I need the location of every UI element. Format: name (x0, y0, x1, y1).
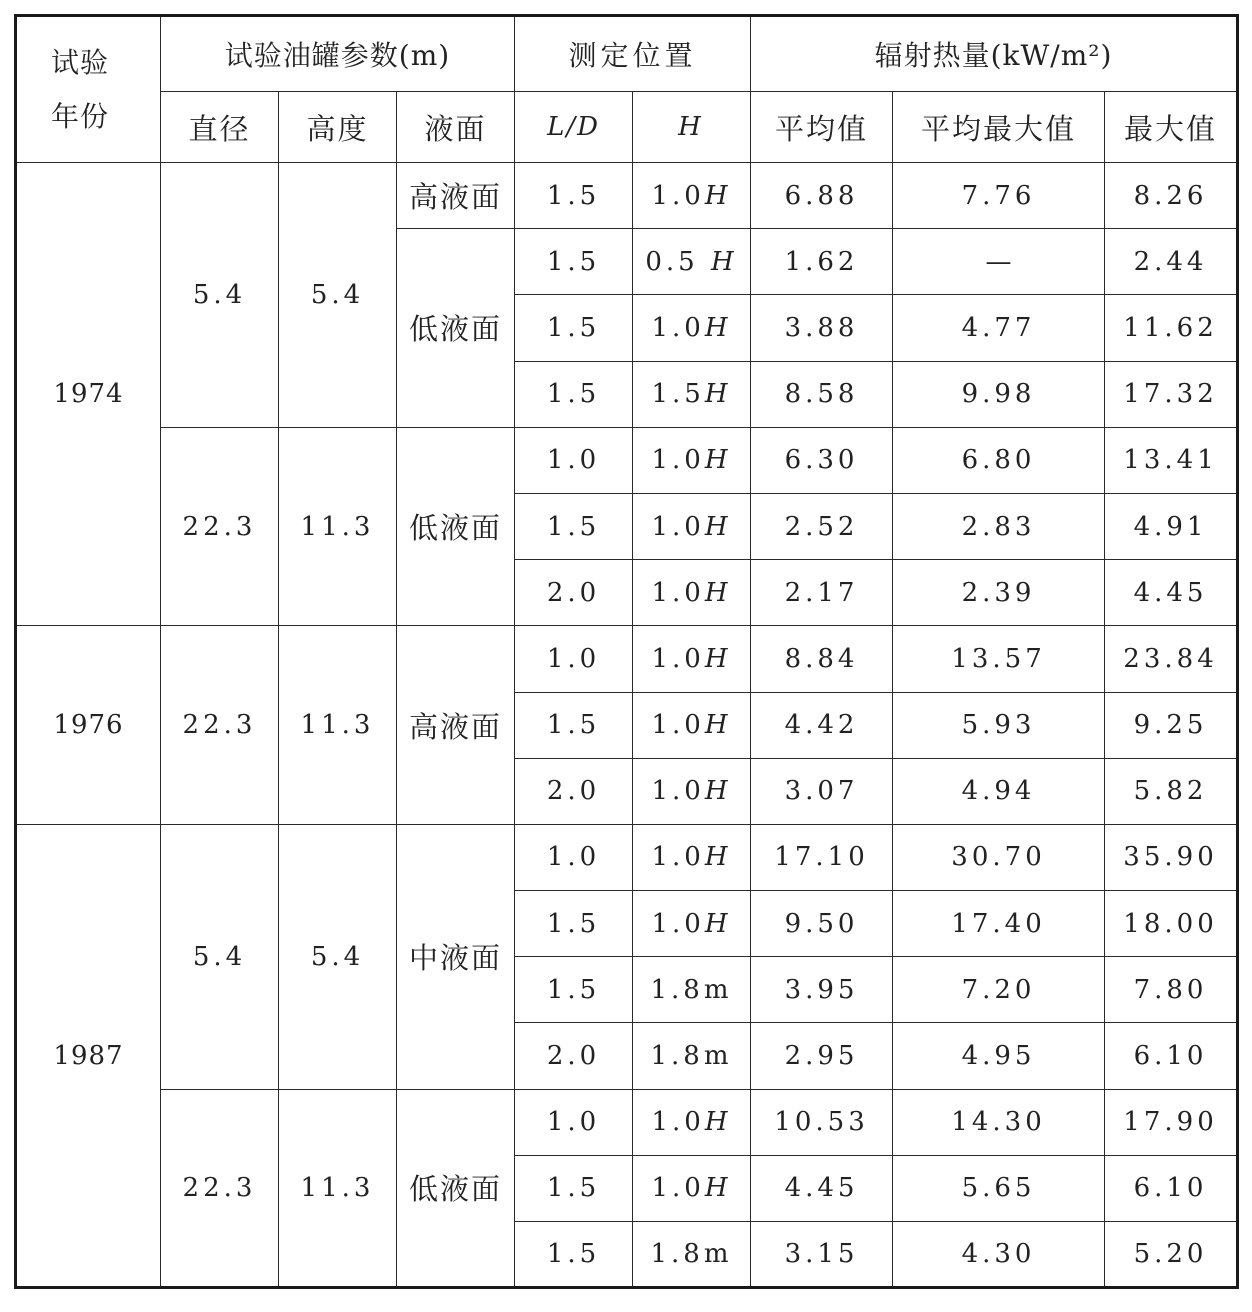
cell-height: 5.4 (279, 163, 397, 428)
header-avg: 平均值 (751, 92, 893, 163)
cell-avg: 6.30 (751, 427, 893, 493)
header-position: 测定位置 (515, 16, 751, 92)
cell-h-number: 1.0 (651, 180, 705, 211)
cell-h (633, 626, 751, 692)
cell-h: 1.8m (633, 1222, 751, 1288)
cell-max: 5.20 (1105, 1222, 1238, 1288)
cell-height: 11.3 (279, 427, 397, 626)
cell-avg: 10.53 (751, 1089, 893, 1155)
cell-ld: 1.5 (515, 1155, 633, 1221)
cell-h (633, 560, 751, 626)
cell-max: 35.90 (1105, 824, 1238, 890)
header-h: H (633, 92, 751, 163)
cell-avg: 2.95 (751, 1023, 893, 1089)
cell-ld: 2.0 (515, 1023, 633, 1089)
header-max: 最大值 (1105, 92, 1238, 163)
table-row (16, 163, 1238, 229)
cell-avg-max: 2.83 (893, 493, 1105, 559)
cell-h (633, 427, 751, 493)
radiation-data-table (14, 14, 1239, 1289)
header-ld: L/D (515, 92, 633, 163)
cell-avg-max: 7.20 (893, 957, 1105, 1023)
cell-h (633, 1155, 751, 1221)
cell-h-number: 1.0 (651, 445, 705, 476)
header-year: 试验 年份 (16, 16, 161, 163)
cell-avg-max: 13.57 (893, 626, 1105, 692)
cell-avg-max: 4.94 (893, 758, 1105, 824)
cell-avg-max: 30.70 (893, 824, 1105, 890)
cell-max: 17.32 (1105, 361, 1238, 427)
table-row (16, 626, 1238, 692)
cell-max: 8.26 (1105, 163, 1238, 229)
cell-ld: 1.0 (515, 626, 633, 692)
cell-h-symbol: H (704, 379, 732, 410)
cell-avg: 3.95 (751, 957, 893, 1023)
cell-ld: 1.5 (515, 1222, 633, 1288)
header-row-2 (16, 92, 1238, 163)
cell-avg-max: 7.76 (893, 163, 1105, 229)
cell-diameter: 5.4 (161, 163, 279, 428)
cell-max: 17.90 (1105, 1089, 1238, 1155)
cell-h-number: 1.0 (651, 577, 705, 608)
cell-ld: 1.5 (515, 295, 633, 361)
cell-avg: 1.62 (751, 229, 893, 295)
cell-avg-max: — (893, 229, 1105, 295)
cell-liquid: 中液面 (397, 824, 515, 1089)
cell-h (633, 229, 751, 295)
cell-diameter: 22.3 (161, 626, 279, 825)
header-row-1 (16, 16, 1238, 92)
cell-max: 2.44 (1105, 229, 1238, 295)
cell-h (633, 493, 751, 559)
cell-height: 11.3 (279, 1089, 397, 1288)
header-radiation: 辐射热量(kW/m²) (751, 16, 1238, 92)
cell-ld: 1.0 (515, 427, 633, 493)
cell-ld: 2.0 (515, 560, 633, 626)
cell-h (633, 824, 751, 890)
cell-h (633, 361, 751, 427)
header-avg-max: 平均最大值 (893, 92, 1105, 163)
cell-ld: 1.0 (515, 1089, 633, 1155)
cell-h: 1.8m (633, 1023, 751, 1089)
cell-avg-max: 5.65 (893, 1155, 1105, 1221)
cell-avg-max: 17.40 (893, 891, 1105, 957)
cell-avg: 3.15 (751, 1222, 893, 1288)
cell-h (633, 692, 751, 758)
cell-liquid: 高液面 (397, 626, 515, 825)
cell-ld: 1.5 (515, 891, 633, 957)
cell-avg: 8.84 (751, 626, 893, 692)
cell-ld: 2.0 (515, 758, 633, 824)
cell-h-symbol: H (704, 312, 732, 343)
cell-h-symbol: H (704, 577, 732, 608)
cell-max: 6.10 (1105, 1023, 1238, 1089)
cell-year: 1987 (16, 824, 161, 1287)
cell-h (633, 163, 751, 229)
cell-max: 5.82 (1105, 758, 1238, 824)
cell-h-symbol: H (704, 445, 732, 476)
header-liquid: 液面 (397, 92, 515, 163)
cell-avg-max: 4.77 (893, 295, 1105, 361)
cell-avg: 4.45 (751, 1155, 893, 1221)
cell-h-symbol: H (704, 842, 732, 873)
cell-ld: 1.0 (515, 824, 633, 890)
cell-avg: 4.42 (751, 692, 893, 758)
cell-h-number: 1.0 (651, 1107, 705, 1138)
cell-h-number: 1.0 (651, 908, 705, 939)
cell-year: 1974 (16, 163, 161, 626)
cell-h-symbol: H (704, 511, 732, 542)
cell-max: 13.41 (1105, 427, 1238, 493)
cell-h-number: 0.5 (645, 246, 711, 277)
cell-ld: 1.5 (515, 229, 633, 295)
cell-h (633, 758, 751, 824)
cell-avg: 17.10 (751, 824, 893, 890)
cell-ld: 1.5 (515, 163, 633, 229)
cell-avg-max: 4.30 (893, 1222, 1105, 1288)
cell-avg-max: 14.30 (893, 1089, 1105, 1155)
cell-ld: 1.5 (515, 692, 633, 758)
header-tank-params: 试验油罐参数(m) (161, 16, 515, 92)
cell-liquid: 低液面 (397, 1089, 515, 1288)
cell-avg: 6.88 (751, 163, 893, 229)
cell-height: 5.4 (279, 824, 397, 1089)
cell-h-number: 1.0 (651, 1173, 705, 1204)
cell-h-number: 1.5 (651, 379, 705, 410)
cell-h-number: 1.0 (651, 776, 705, 807)
cell-h (633, 891, 751, 957)
cell-height: 11.3 (279, 626, 397, 825)
cell-avg-max: 6.80 (893, 427, 1105, 493)
cell-h-symbol: H (704, 776, 732, 807)
cell-max: 6.10 (1105, 1155, 1238, 1221)
cell-h: 1.8m (633, 957, 751, 1023)
cell-h-symbol: H (710, 246, 738, 277)
table-row (16, 824, 1238, 890)
cell-h-symbol: H (704, 1173, 732, 1204)
cell-avg: 2.52 (751, 493, 893, 559)
cell-max: 9.25 (1105, 692, 1238, 758)
cell-h-number: 1.0 (651, 710, 705, 741)
cell-h-number: 1.0 (651, 312, 705, 343)
cell-avg: 3.07 (751, 758, 893, 824)
cell-h-symbol: H (704, 1107, 732, 1138)
cell-diameter: 22.3 (161, 427, 279, 626)
table-row (16, 1089, 1238, 1155)
cell-avg-max: 2.39 (893, 560, 1105, 626)
cell-liquid: 低液面 (397, 427, 515, 626)
cell-diameter: 5.4 (161, 824, 279, 1089)
cell-ld: 1.5 (515, 493, 633, 559)
cell-h (633, 295, 751, 361)
cell-max: 4.45 (1105, 560, 1238, 626)
cell-avg-max: 4.95 (893, 1023, 1105, 1089)
cell-avg: 8.58 (751, 361, 893, 427)
cell-max: 7.80 (1105, 957, 1238, 1023)
cell-max: 4.91 (1105, 493, 1238, 559)
cell-h-symbol: H (704, 643, 732, 674)
cell-diameter: 22.3 (161, 1089, 279, 1288)
cell-max: 11.62 (1105, 295, 1238, 361)
cell-avg-max: 5.93 (893, 692, 1105, 758)
cell-h-symbol: H (704, 710, 732, 741)
cell-liquid: 高液面 (397, 163, 515, 229)
cell-liquid: 低液面 (397, 229, 515, 428)
cell-avg: 9.50 (751, 891, 893, 957)
cell-avg-max: 9.98 (893, 361, 1105, 427)
cell-avg: 3.88 (751, 295, 893, 361)
cell-h-number: 1.0 (651, 511, 705, 542)
cell-max: 18.00 (1105, 891, 1238, 957)
header-height: 高度 (279, 92, 397, 163)
cell-h-number: 1.0 (651, 643, 705, 674)
cell-year: 1976 (16, 626, 161, 825)
cell-h (633, 1089, 751, 1155)
cell-h-symbol: H (704, 180, 732, 211)
cell-h-symbol: H (704, 908, 732, 939)
cell-ld: 1.5 (515, 957, 633, 1023)
cell-avg: 2.17 (751, 560, 893, 626)
cell-ld: 1.5 (515, 361, 633, 427)
table-row (16, 427, 1238, 493)
cell-h-number: 1.0 (651, 842, 705, 873)
cell-max: 23.84 (1105, 626, 1238, 692)
header-diameter: 直径 (161, 92, 279, 163)
